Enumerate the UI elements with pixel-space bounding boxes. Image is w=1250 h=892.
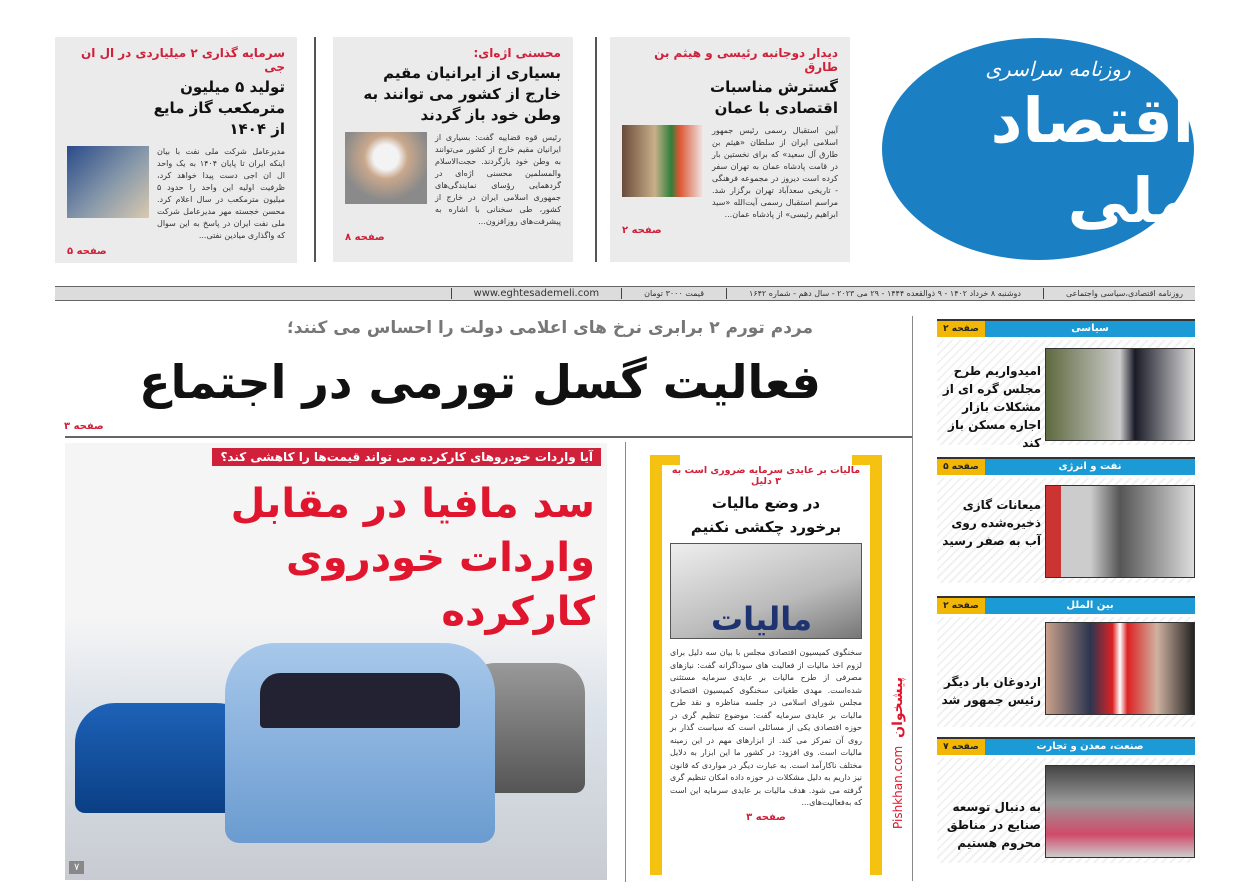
- story-photo: [622, 125, 704, 197]
- car-kicker: آیا واردات خودروهای کارکرده می تواند قیمت‌ها را کاهشی کند؟: [212, 448, 601, 466]
- top-story-lng[interactable]: [55, 37, 297, 263]
- logo-name: اقتصاد ملی: [990, 84, 1194, 237]
- car-headline: سد مافیا در مقابل واردات خودروی کارکرده: [230, 481, 595, 635]
- divider: [65, 436, 912, 438]
- column-divider: [595, 37, 597, 262]
- story-title: به دنبال توسعه صنایع در مناطق محروم هستیم: [946, 800, 1041, 850]
- story-body: مدیرعامل شرکت ملی نفت با بیان اینکه ایران تا پایان ۱۴۰۴ به یک واحد ال ان اجی دست پیدا خواهد کرد، ظرفیت اولیه این واحد را حدود ۵ میلیون مترمکعب در سال اعلام کرد. محسن خجسته مهر مدیرعامل شرکت ملی نفت ایران در پاسخ به این سوال که واگذاری میادین نفتی...: [157, 147, 285, 240]
- story-title: گسترش مناسبات اقتصادی با عمان: [710, 78, 838, 117]
- page-number: ۷: [69, 861, 84, 874]
- watermark-fa: پیشخوان: [890, 677, 906, 738]
- lead-page[interactable]: صفحه ۳: [64, 421, 104, 432]
- story-kicker: سرمایه گذاری ۲ میلیاردی در ال ان جی: [81, 46, 285, 74]
- section-page: صفحه ۷: [937, 739, 985, 755]
- logo-tagline: روزنامه سراسری: [985, 57, 1131, 81]
- car-photo: [75, 643, 595, 873]
- sidebar-story[interactable]: [937, 617, 1195, 727]
- issue-date: دوشنبه ۸ خرداد ۱۴۰۲ - ۹ ذوالقعده ۱۴۴۴ - ۲۹ می ۲۰۲۳ - سال دهم - شماره ۱۶۴۲: [749, 289, 1021, 298]
- section-name: نفت و انرژی: [985, 459, 1195, 475]
- paper-type: روزنامه اقتصادی،سیاسی واجتماعی: [1065, 289, 1183, 298]
- car-story[interactable]: [65, 443, 607, 880]
- story-kicker: محسنی اژه‌ای:: [473, 46, 561, 60]
- story-photo: [1045, 622, 1195, 715]
- story-page[interactable]: صفحه ۸: [345, 232, 385, 243]
- story-body: رئیس قوه قضاییه گفت: بسیاری از ایرانیان مقیم خارج از کشور می‌توانند به وطن خود بازگردند. حجت‌الاسلام والمسلمین محسنی اژه‌ای در گردهمایی رؤسای نمایندگی‌های جمهوری اسلامی ایران در خارج از کشور، طی سخنانی با اشاره به پیشرفت‌های روزافزون...: [435, 133, 561, 226]
- story-photo: [1045, 765, 1195, 858]
- top-story-oman[interactable]: [610, 37, 850, 262]
- section-header-international[interactable]: [937, 596, 1195, 614]
- section-name: بین الملل: [985, 598, 1195, 614]
- section-name: صنعت، معدن و تجارت: [985, 739, 1195, 755]
- sidebar-story[interactable]: [937, 340, 1195, 450]
- masthead-logo: [882, 38, 1194, 260]
- tax-body: سخنگوی کمیسیون اقتصادی مجلس با بیان سه دلیل برای لزوم اخذ مالیات از فعالیت های سوداگرانه گفت: نیازهای مصرفی از طرح مالیات بر عایدی سرمایه مستثنی شده‌است. مهدی طغیانی سخنگوی کمیسیون اقتصادی مجلس شورای اسلامی در جلسه مناظره و نقد طرح مالیات بر عایدی سرمایه گفت: موضوع تنظیم گری در حوزه اقتصادی یکی از مسائلی است که سیاست گذار بر روی آن تمرکز می کند. از ابزارهای مهم در این زمینه مالیات است. وی افزود: در کشور ما این ابزار به دلایل مختلف ناکارآمد است. به عبارت دیگر در مواردی که قانون نیز داریم به دلیل مشکلات در حوزه داده امکان تنظیم گری گرفته می شود. هدف مالیات بر عایدی سرمایه این است که به‌فعالیت‌های...: [670, 648, 862, 807]
- section-page: صفحه ۵: [937, 459, 985, 475]
- story-body: آیین استقبال رسمی رئیس جمهور اسلامی ایران از سلطان «هیثم بن طارق آل سعید» که برای نخستین بار در قامت پادشاه عمان به تهران سفر کرده است دیروز در مجموعه فرهنگی - تاریخی سعدآباد تهران برگزار شد. مراسم استقبال رسمی آیت‌الله «سید ابراهیم رئیسی» از پادشاه عمان...: [712, 126, 838, 219]
- story-photo: [67, 146, 149, 218]
- story-photo: [1045, 348, 1195, 441]
- section-name: سیاسی: [985, 321, 1195, 337]
- story-photo: [345, 132, 427, 204]
- lead-headline[interactable]: فعالیت گسل تورمی در اجتماع: [139, 355, 821, 409]
- tax-kicker: مالیات بر عایدی سرمایه ضروری است به ۳ دلیل: [671, 465, 861, 487]
- story-title: بسیاری از ایرانیان مقیم خارج از کشور می توانند به وطن خود باز گردند: [363, 64, 561, 124]
- tax-image-label: مالیات: [711, 600, 813, 638]
- section-header-politics[interactable]: [937, 319, 1195, 337]
- story-photo: [1045, 485, 1195, 578]
- sidebar-story[interactable]: [937, 758, 1195, 863]
- story-page[interactable]: صفحه ۵: [67, 246, 107, 257]
- price: قیمت ۳۰۰۰ تومان: [644, 289, 705, 298]
- date-bar: [55, 286, 1195, 301]
- section-page: صفحه ۲: [937, 598, 985, 614]
- divider: [912, 316, 913, 881]
- divider: [625, 442, 626, 882]
- tax-photo: [670, 543, 862, 639]
- tax-story[interactable]: [650, 455, 882, 875]
- section-page: صفحه ۲: [937, 321, 985, 337]
- story-title: امیدواریم طرح مجلس گره ای از مشکلات بازار اجاره مسکن باز کند: [942, 364, 1041, 450]
- lead-kicker: مردم تورم ۲ برابری نرخ های اعلامی دولت را احساس می کنند؛: [286, 318, 814, 338]
- sidebar-story[interactable]: [937, 478, 1195, 583]
- story-title: اردوغان بار دیگر رئیس جمهور شد: [941, 675, 1041, 707]
- column-divider: [314, 37, 316, 262]
- section-header-energy[interactable]: [937, 457, 1195, 475]
- story-title: میعانات گازی ذخیره‌شده روی آب به صفر رسید: [942, 498, 1041, 548]
- watermark-en: Pishkhan.com: [891, 745, 905, 829]
- website-link[interactable]: www.eghtesademeli.com: [473, 288, 600, 299]
- story-title: تولید ۵ میلیون مترمکعب گاز مایع از ۱۴۰۴: [153, 78, 285, 138]
- tax-title: در وضع مالیات برخورد چکشی نکنیم: [690, 494, 842, 536]
- top-story-ejei[interactable]: [333, 37, 573, 262]
- tax-page[interactable]: صفحه ۳: [746, 811, 786, 823]
- section-header-industry[interactable]: [937, 737, 1195, 755]
- story-page[interactable]: صفحه ۲: [622, 225, 662, 236]
- watermark: [885, 673, 911, 833]
- story-kicker: دیدار دوجانبه رئیسی و هیثم بن طارق: [654, 46, 838, 74]
